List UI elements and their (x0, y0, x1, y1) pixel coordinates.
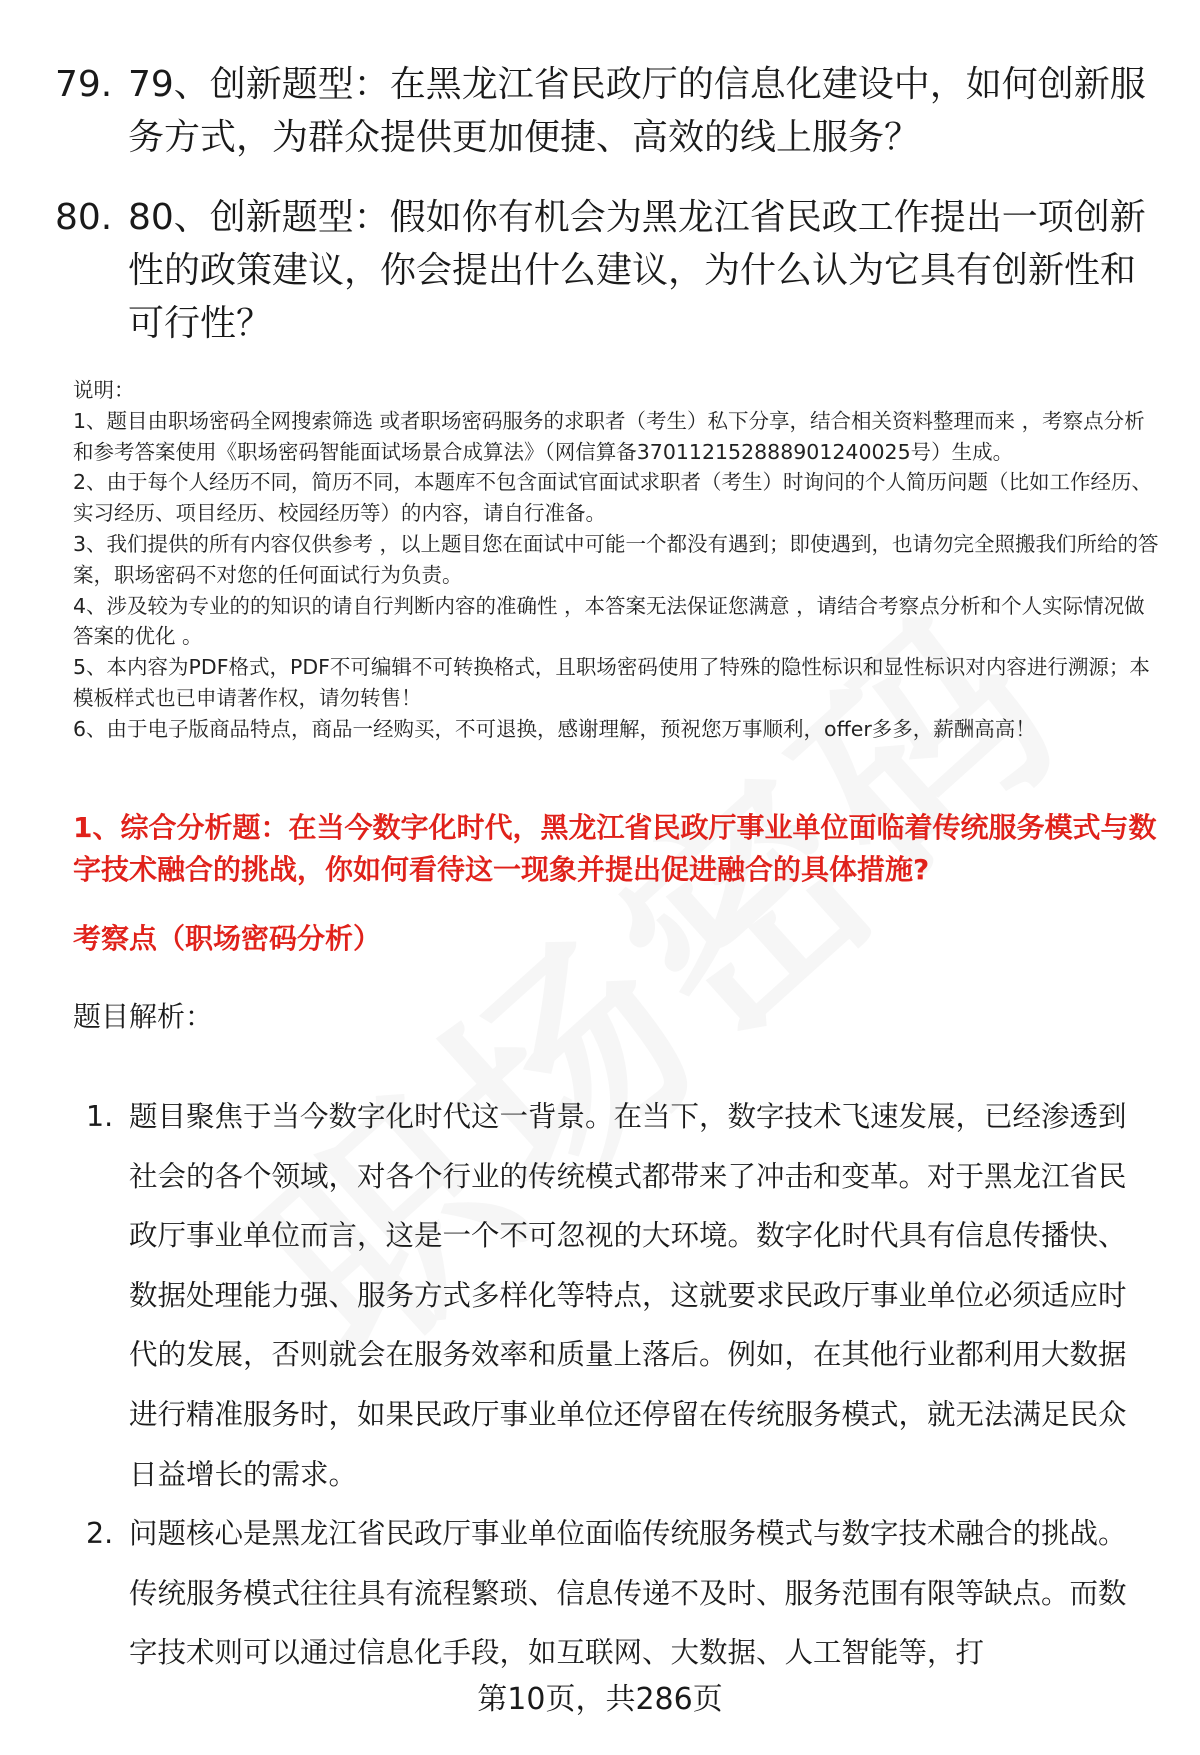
note-item: 3、我们提供的所有内容仅供参考 ，以上题目您在面试中可能一个都没有遇到；即使遇到，也请勿完全照搬我们所给的答案，职场密码不对您的任何面试行为负责。 (73, 531, 1159, 587)
question-text: 79、创新题型：在黑龙江省民政厅的信息化建设中，如何创新服务方式，为群众提供更加便捷、高效的线上服务？ (128, 64, 1146, 158)
analysis-points (86, 1087, 1146, 1683)
question-list (55, 58, 1165, 377)
note-item: 6、由于电子版商品特点，商品一经购买，不可退换，感谢理解，预祝您万事顺利，offer多多，薪酬高高！ (73, 716, 1036, 741)
notes-heading: 说明： (73, 378, 135, 402)
page-footer: 第10页，共286页 (477, 1682, 723, 1717)
question-item (55, 58, 1165, 164)
point-text: 题目聚焦于当今数字化时代这一背景。在当下，数字技术飞速发展，已经渗透到社会的各个领域，对各个行业的传统模式都带来了冲击和变革。对于黑龙江省民政厅事业单位而言，这是一个不可忽视的大环境。数字化时代具有信息传播快、数据处理能力强、服务方式多样化等特点，这就要求民政厅事业单位必须适应时代的发展，否则就会在服务效率和质量上落后。例如，在其他行业都利用大数据进行精准服务时，如果民政厅事业单位还停留在传统服务模式，就无法满足民众日益增长的需求。 (129, 1100, 1127, 1491)
question-number: 79. (55, 64, 113, 105)
question-number: 80. (55, 197, 113, 238)
question-text: 80、创新题型：假如你有机会为黑龙江省民政工作提出一项创新性的政策建议，你会提出什么建议，为什么认为它具有创新性和可行性？ (128, 197, 1146, 344)
point-number: 1. (86, 1100, 114, 1133)
point-number: 2. (86, 1517, 114, 1551)
analysis-label: 题目解析： (73, 1000, 214, 1033)
point-text: 问题核心是黑龙江省民政厅事业单位面临传统服务模式与数字技术融合的挑战。传统服务模式往往具有流程繁琐、信息传递不及时、服务范围有限等缺点。而数字技术则可以通过信息化手段，如互联网、大数据、人工智能等，打 (129, 1517, 1127, 1670)
note-item: 5、本内容为PDF格式，PDF不可编辑不可转换格式，且职场密码使用了特殊的隐性标识和显性标识对内容进行溯源；本模板样式也已申请著作权，请勿转售！ (73, 655, 1150, 710)
question-item (55, 191, 1165, 350)
section-subtitle: 考察点（职场密码分析） (73, 922, 382, 955)
analysis-point (86, 1504, 1146, 1683)
note-item: 4、涉及较为专业的的知识的请自行判断内容的准确性 ，本答案无法保证您满意 ，请结合考察点分析和个人实际情况做答案的优化 。 (73, 593, 1145, 649)
section-title: 1、综合分析题：在当今数字化时代，黑龙江省民政厅事业单位面临着传统服务模式与数字技术融合的挑战，你如何看待这一现象并提出促进融合的具体措施? (73, 811, 1157, 886)
note-item: 1、题目由职场密码全网搜索筛选 或者职场密码服务的求职者（考生）私下分享，结合相关资料整理而来 ，考察点分析和参考答案使用《职场密码智能面试场景合成算法》（网信算备370112152888901240025号）生成。 (73, 408, 1145, 464)
notes-block (73, 375, 1163, 745)
note-item: 2、由于每个人经历不同，简历不同，本题库不包含面试官面试求职者（考生）时询问的个人简历问题（比如工作经历、实习经历、项目经历、校园经历等）的内容，请自行准备。 (73, 470, 1153, 526)
analysis-point (86, 1087, 1146, 1504)
